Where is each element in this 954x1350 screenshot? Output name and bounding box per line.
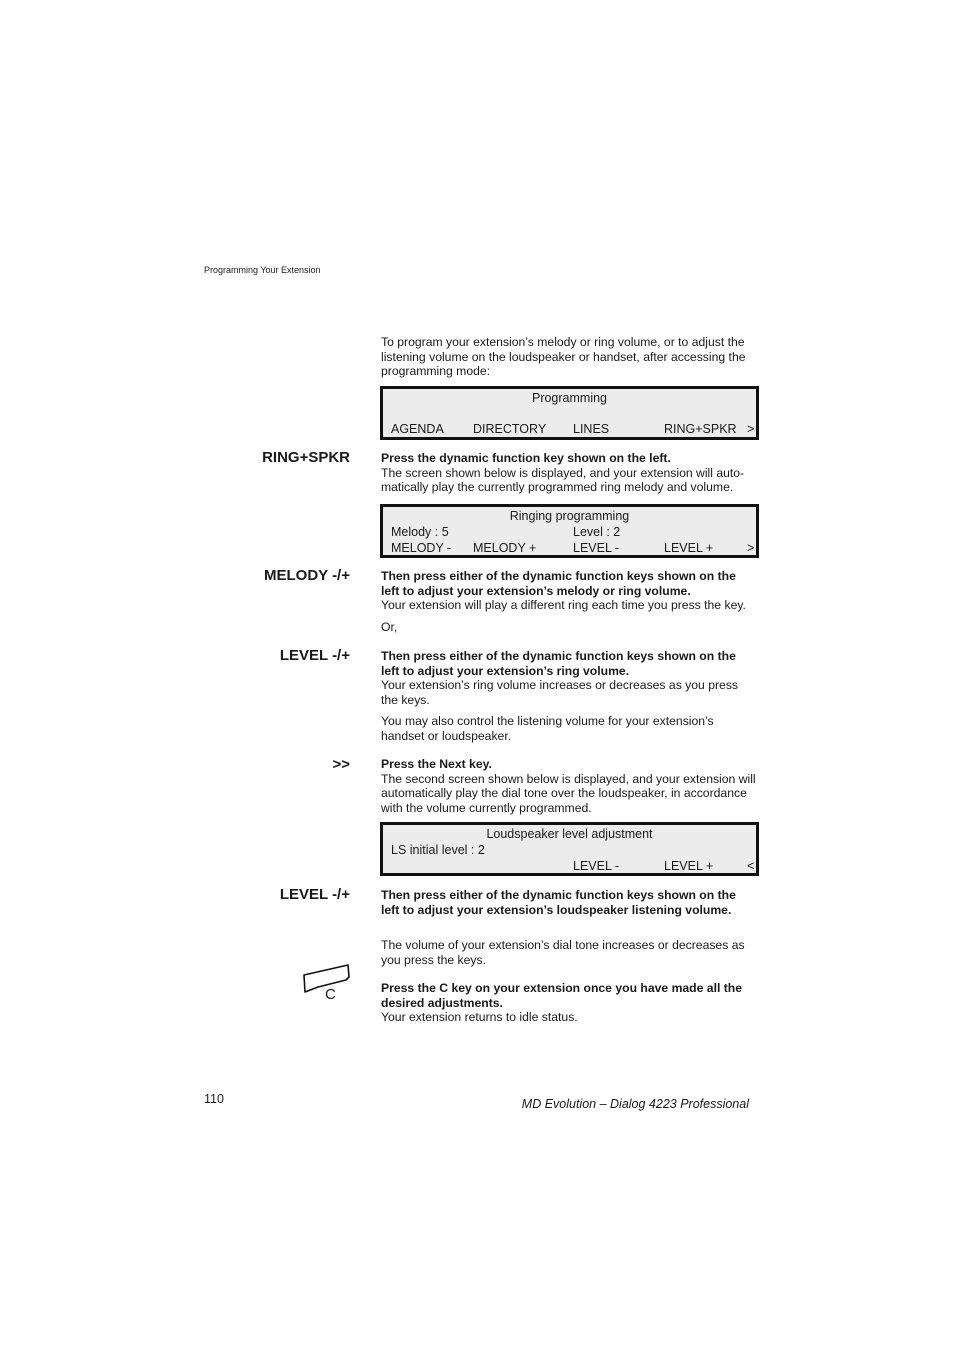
instruction-ring-spkr: Press the dynamic function key shown on the left. [381, 451, 671, 465]
instruction-c-1: Press the C key on your extension once you have made all the [381, 981, 743, 995]
instruction-melody-1: Then press either of the dynamic function keys shown on the [381, 569, 736, 583]
description-ring-spkr-1: The screen shown below is displayed, and your extension will auto- [381, 465, 745, 480]
level-value: Level : 2 [573, 525, 621, 539]
description-ls-level-2: you press the keys. [381, 952, 486, 967]
instruction-level-1: Then press either of the dynamic function keys shown on the [381, 649, 736, 663]
intro-text: To program your extension’s melody or ring volume, or to adjust the listening volume on the loudspeaker or handset, after accessing the programming mode: [381, 335, 746, 378]
note-level-2: handset or loudspeaker. [381, 728, 512, 743]
key-label-level: LEVEL -/+ [279, 647, 350, 664]
softkey-ring-spkr: RING+SPKR [664, 422, 737, 436]
description-ring-spkr-2: matically play the currently programmed ring melody and volume. [381, 480, 734, 494]
instruction-level-2: left to adjust your extension’s ring volume. [381, 663, 630, 678]
page-number: 110 [204, 1092, 224, 1106]
display-screen-ringing [380, 504, 759, 558]
description-next-1: The second screen shown below is displayed, and your extension will [381, 771, 756, 786]
softkey-level-minus: LEVEL - [573, 541, 620, 555]
or-text: Or, [381, 619, 398, 634]
softkey-back-arrow: < [747, 859, 755, 873]
c-key-label: C [325, 986, 336, 1003]
key-label-level: LEVEL -/+ [279, 886, 350, 903]
softkey-next-arrow: > [747, 541, 755, 555]
description-level-1: Your extension’s ring volume increases or decreases as you press [381, 678, 739, 692]
instruction-ls-level-1: Then press either of the dynamic function keys shown on the [381, 888, 736, 902]
description-c: Your extension returns to idle status. [381, 1010, 578, 1024]
screen-title: Programming [531, 391, 608, 405]
softkey-level-plus: LEVEL + [664, 541, 714, 555]
softkey-melody-minus: MELODY - [391, 541, 452, 555]
softkey-level-minus: LEVEL - [573, 859, 620, 873]
display-screen-programming [380, 386, 759, 440]
screen-title: Ringing programming [509, 509, 630, 523]
softkey-level-plus: LEVEL + [664, 859, 714, 873]
instruction-next: Press the Next key. [381, 757, 492, 771]
instruction-ls-level-2: left to adjust your extension’s loudspeaker listening volume. [381, 902, 732, 917]
description-ls-level-1: The volume of your extension’s dial tone increases or decreases as [381, 938, 745, 952]
softkey-lines: LINES [573, 422, 610, 436]
softkey-directory: DIRECTORY [473, 422, 547, 436]
softkey-melody-plus: MELODY + [473, 541, 537, 555]
key-label-ring-spkr: RING+SPKR [262, 449, 350, 466]
running-header: Programming Your Extension [204, 265, 321, 275]
ls-level-value: LS initial level : 2 [391, 843, 485, 857]
key-label-next: >> [332, 756, 350, 773]
softkey-next-arrow: > [747, 422, 755, 436]
description-level-2: the keys. [381, 692, 430, 707]
instruction-c-2: desired adjustments. [381, 995, 503, 1010]
display-screen-loudspeaker [380, 822, 759, 876]
instruction-melody-2: left to adjust your extension’s melody or ring volume. [381, 583, 691, 598]
c-key-icon [302, 963, 352, 1003]
melody-value: Melody : 5 [391, 525, 449, 539]
document-title: MD Evolution – Dialog 4223 Professional [521, 1097, 749, 1111]
screen-title: Loudspeaker level adjustment [486, 827, 653, 841]
note-level-1: You may also control the listening volume for your extension’s [381, 714, 714, 728]
description-next-3: with the volume currently programmed. [381, 800, 592, 815]
key-label-melody: MELODY -/+ [264, 567, 350, 584]
softkey-agenda: AGENDA [391, 422, 444, 436]
description-next-2: automatically play the dial tone over the loudspeaker, in accordance [381, 786, 747, 800]
description-melody: Your extension will play a different ring each time you press the key. [381, 598, 746, 612]
